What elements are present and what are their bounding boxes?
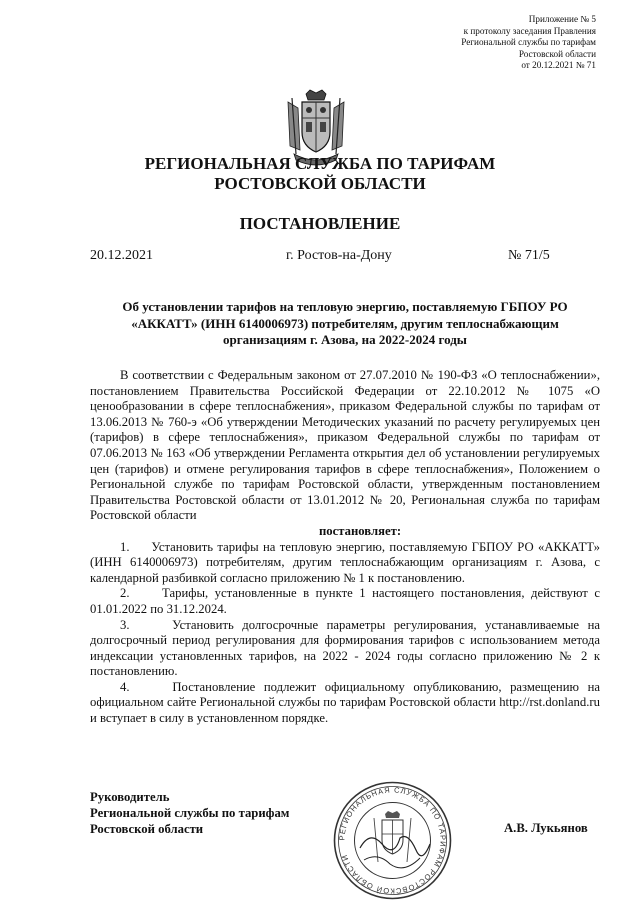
appendix-line: Региональной службы по тарифам: [461, 37, 596, 48]
preamble-paragraph: В соответствии с Федеральным законом от 27.07.2010 № 190-ФЗ «О теплоснабжении», постановлением Правительства Российской Федерации от 22.10.2012 № 1075 «О ценообразовании в сфере теплоснабжения», приказом Федеральной службы по тарифам от 13.06.2013 № 760-э «Об утверждении Методических указаний по расчету регулируемых цен (тарифов) в сфере теплоснабжения», приказом Федеральной службы по тарифам от 07.06.2013 № 163 «Об утверждении Регламента открытия дел об установлении регулируемых цен (тарифов) и отмене регулирования тарифов в сфере теплоснабжения», Положением о Региональной службе по тарифам Ростовской области, утвержденным постановлением Правительства Ростовской области от 13.01.2012 № 20, Региональная служба по тарифам Ростовской области: [90, 368, 600, 523]
appendix-line: Приложение № 5: [528, 14, 596, 24]
document-subject: Об установлении тарифов на тепловую энергию, поставляемую ГБПОУ РО «АККАТТ» (ИНН 6140006973) потребителям, другим теплоснабжающим организациям г. Азова, на 2022-2024 годы: [122, 299, 568, 347]
document-number: № 71/5: [508, 248, 550, 263]
appendix-line: Ростовской области: [518, 48, 596, 59]
agency-line-2: РОСТОВСКОЙ ОБЛАСТИ: [214, 174, 426, 193]
document-type: ПОСТАНОВЛЕНИЕ: [239, 214, 401, 233]
agency-name: [0, 154, 640, 194]
svg-text:РЕГИОНАЛЬНАЯ СЛУЖБА ПО ТАРИФАМ: РЕГИОНАЛЬНАЯ СЛУЖБА ПО ТАРИФАМ РОСТОВСКОЙ ОБЛАСТИ: [337, 785, 448, 896]
appendix-line: от 20.12.2021 № 71: [521, 60, 596, 71]
decree-item: 1. Установить тарифы на тепловую энергию, поставляемую ГБПОУ РО «АККАТТ» (ИНН 6140006973) потребителям, другим теплоснабжающим организациям г. Азова, с календарной разбивкой согласно приложению № 1 к постановлению.: [90, 539, 600, 585]
decree-item: 4. Постановление подлежит официальному опубликованию, размещению на официальном сайте Региональной службы по тарифам Ростовской области http://rst.donland.ru и вступает в силу в установленном порядке.: [90, 679, 600, 726]
signatory-title-line: Ростовской области: [90, 822, 204, 836]
official-stamp-icon: [330, 778, 455, 903]
signatory-title: [90, 789, 289, 837]
appendix-note: [376, 14, 596, 72]
document-body: [90, 368, 600, 727]
document-city: г. Ростов-на-Дону: [286, 248, 392, 263]
decree-item: 3. Установить долгосрочные параметры регулирования, устанавливаемые на долгосрочный период регулирования для формирования тарифов с использованием метода индексации установленных тарифов, на 2022 - 2024 годы согласно приложению № 2 к постановлению.: [90, 617, 600, 679]
signatory-title-line: Региональной службы по тарифам: [90, 806, 290, 820]
agency-line-1: РЕГИОНАЛЬНАЯ СЛУЖБА ПО ТАРИФАМ: [144, 154, 496, 173]
document-date: 20.12.2021: [90, 248, 153, 263]
decree-word: постановляет:: [318, 523, 402, 538]
decree-item: 2. Тарифы, установленные в пункте 1 настоящего постановления, действуют с 01.01.2022 по 31.12.2024.: [90, 586, 600, 616]
signatory-name: А.В. Лукьянов: [504, 821, 588, 835]
signatory-title-line: Руководитель: [90, 790, 170, 804]
appendix-line: к протоколу заседания Правления: [463, 25, 596, 36]
